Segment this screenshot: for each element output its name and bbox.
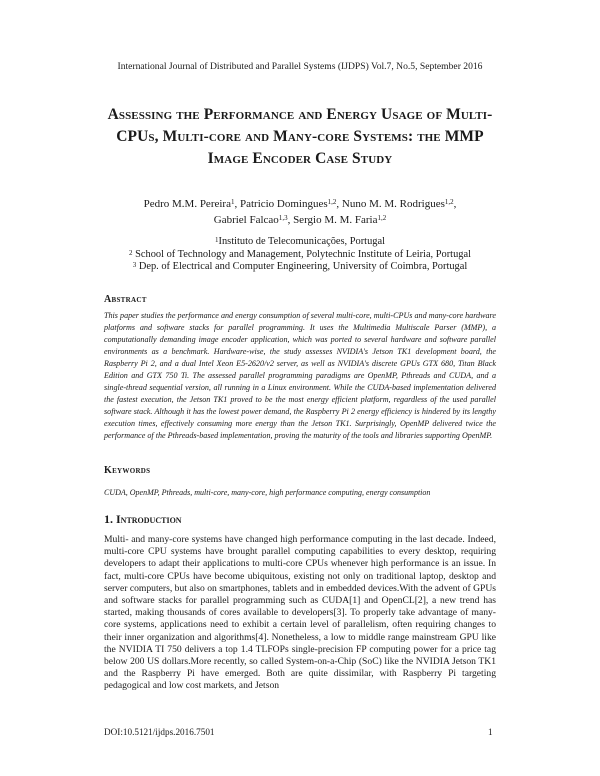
author-affil-sup: 1,3 <box>278 214 288 222</box>
author-affil-sup: 1 <box>230 198 235 206</box>
paper-title: Assessing the Performance and Energy Usage of Multi-CPUs, Multi-core and Many-core Systems: the MMP Image Encoder Case Study <box>107 106 493 167</box>
keywords-text: CUDA, OpenMP, Pthreads, multi-core, many-core, high performance computing, energy consumption <box>104 488 431 497</box>
page-number: 1 <box>488 727 493 737</box>
author-affil-sup: 1,2 <box>377 214 387 222</box>
journal-header: International Journal of Distributed and Parallel Systems (IJDPS) Vol.7, No.5, September 2016 <box>117 61 483 72</box>
abstract-text: This paper studies the performance and energy consumption of several multi-core, multi-CPUs and many-core hardware platforms and software stacks for parallel programming. It uses the Multimedia Multiscale Parser (MMP), a computationally demanding image encoder application, which was ported to several hardware and software parallel environments as a benchmark. Hardware-wise, the study assesses NVIDIA's Jetson TK1 development board, the Raspberry Pi 2, and a dual Intel Xeon E5-2620/v2 server, as well as NVIDIA's discrete GPUs GTX 680, Titan Black Edition and GTX 750 Ti. The assessed parallel programming paradigms are OpenMP, Pthreads and CUDA, and a single-thread sequential version, all running in a Linux environment. While the CUDA-based implementation delivered the fastest execution, the Jetson TK1 proved to be the most energy efficient platform, regardless of the used parallel software stack. Although it has the lowest power demand, the Raspberry Pi 2 energy efficiency is hindered by its lengthy execution times, effectively consuming more energy than the Jetson TK1. Surprisingly, OpenMP delivered twice the performance of the Pthreads-based implementation, proving the maturity of the tools and libraries supporting OpenMP. <box>104 311 496 440</box>
footer-doi: DOI:10.5121/ijdps.2016.7501 <box>104 727 215 737</box>
author-affil-sup: 1,2 <box>444 198 454 206</box>
author-list <box>0 196 600 228</box>
author-name: Pedro M.M. Pereira <box>143 198 231 210</box>
affiliation: $^1$Instituto de Telecomunicações, Portugal <box>215 236 385 247</box>
author-name: Sergio M. M. Faria <box>293 214 378 226</box>
author-name: Patricio Domingues <box>239 198 328 210</box>
author-affil-sup: 1,2 <box>327 198 337 206</box>
section-heading-introduction: 1. Introduction <box>104 512 182 526</box>
introduction-text: Multi- and many-core systems have changed high performance computing in the last decade. Indeed, multi-core CPU systems have brought parallel computing capabilities to every desktop, requiring developers to adapt their applications to multi-core CPUs whenever high performance is an issue. In fact, multi-core CPUs have become ubiquitous, existing not only on traditional laptop, desktop and server computers, but also on smartphones, tablets and in embedded devices.With the advent of GPUs and software stacks for parallel programming such as CUDA[1] and OpenCL[2], a new trend has started, making thousands of cores available to developers[3]. To properly take advantage of many-core systems, applications need to exhibit a certain level of parallelism, often requiring changes to their inner organization and algorithms[4]. Nonetheless, a low to middle range mainstream GPU like the NVIDIA TI 750 delivers a top 1.4 TLFOPs single-precision FP computing power for a price tag below 200 US dollars.More recently, so called System-on-a-Chip (SoC) like the NVIDIA Jetson TK1 and the Raspberry Pi have emerged. Both are quite dissimilar, with Raspberry Pi targeting pedagogical and low cost markets, and Jetson <box>104 534 496 692</box>
author-name: Nuno M. M. Rodrigues <box>341 198 445 210</box>
keywords-heading: Keywords <box>104 465 151 476</box>
abstract-heading: Abstract <box>104 294 147 305</box>
affiliation: $^3$ Dep. of Electrical and Computer Engineering, University of Coimbra, Portugal <box>132 261 468 272</box>
affiliation: $^2$ School of Technology and Management, Polytechnic Institute of Leiria, Portugal <box>129 248 471 260</box>
author-name: Gabriel Falcao <box>213 214 279 226</box>
affiliation-list <box>0 236 600 274</box>
author-line-2: Gabriel Falcao$^{1,3}$, Sergio M. M. Faria$^{1,2}$ <box>213 214 387 226</box>
author-line-1: Pedro M.M. Pereira$^1$, Patricio Domingues$^{1,2}$, Nuno M. M. Rodrigues$^{1,2}$, <box>143 198 457 210</box>
